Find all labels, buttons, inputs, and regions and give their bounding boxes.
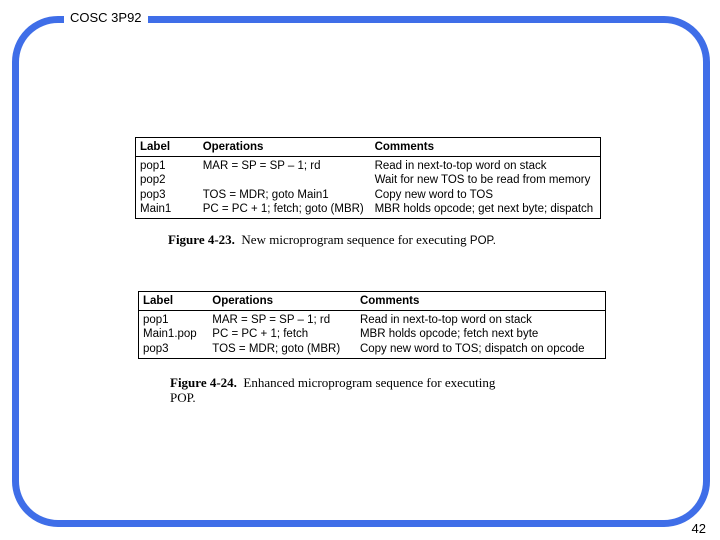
figure-4-24-caption	[170, 375, 510, 405]
row-label: Main1	[140, 202, 172, 215]
caption-label: Figure 4-23.	[168, 232, 235, 247]
figure-4-24-table	[138, 291, 606, 359]
row-label: pop1	[143, 314, 169, 326]
caption-line2: POP.	[170, 390, 196, 405]
header-operations: Operations	[208, 292, 356, 311]
table-row	[136, 157, 601, 174]
table-row	[139, 311, 606, 328]
caption-code: POP.	[469, 235, 496, 247]
row-comment: Read in next-to-top word on stack	[359, 314, 532, 326]
row-comment: MBR holds opcode; get next byte; dispatch	[374, 202, 594, 215]
table-row	[139, 327, 606, 341]
table-header-row	[136, 138, 601, 157]
row-label: pop2	[140, 174, 166, 187]
row-operations	[199, 173, 371, 187]
row-label: pop3	[143, 342, 169, 355]
row-operations: PC = PC + 1; fetch; goto (MBR)	[202, 202, 364, 215]
slide-frame	[12, 16, 710, 527]
table-header-row	[139, 292, 606, 311]
table-row	[136, 188, 601, 202]
row-operations: TOS = MDR; goto Main1	[202, 188, 329, 201]
caption-label: Figure 4-24.	[170, 375, 237, 390]
table-row	[136, 173, 601, 187]
caption-text: New microprogram sequence for executing	[241, 232, 467, 247]
page-number: 42	[691, 521, 706, 536]
figure-4-23-table	[135, 137, 601, 219]
row-comment: Wait for new TOS to be read from memory	[374, 174, 591, 187]
caption-text: Enhanced microprogram sequence for executing	[243, 375, 496, 390]
header-operations: Operations	[199, 138, 371, 157]
table-row	[136, 202, 601, 219]
row-operations: PC = PC + 1; fetch	[212, 328, 309, 341]
header-comments: Comments	[371, 138, 601, 157]
row-label: Main1.pop	[143, 328, 197, 341]
header-comments: Comments	[356, 292, 606, 311]
figure-4-23-caption	[168, 232, 496, 249]
row-operations: TOS = MDR; goto (MBR)	[212, 342, 341, 355]
row-comment: Read in next-to-top word on stack	[374, 160, 547, 172]
row-comment: MBR holds opcode; fetch next byte	[359, 328, 539, 341]
row-label: pop3	[140, 188, 166, 201]
row-operations: MAR = SP = SP – 1; rd	[202, 160, 321, 172]
row-comment: Copy new word to TOS; dispatch on opcode	[359, 342, 585, 355]
row-comment: Copy new word to TOS	[374, 188, 494, 201]
header-label: Label	[139, 292, 209, 311]
header-label: Label	[136, 138, 199, 157]
table-row	[139, 342, 606, 359]
row-label: pop1	[140, 160, 166, 172]
course-title: COSC 3P92	[64, 9, 148, 27]
row-operations: MAR = SP = SP – 1; rd	[212, 314, 331, 326]
